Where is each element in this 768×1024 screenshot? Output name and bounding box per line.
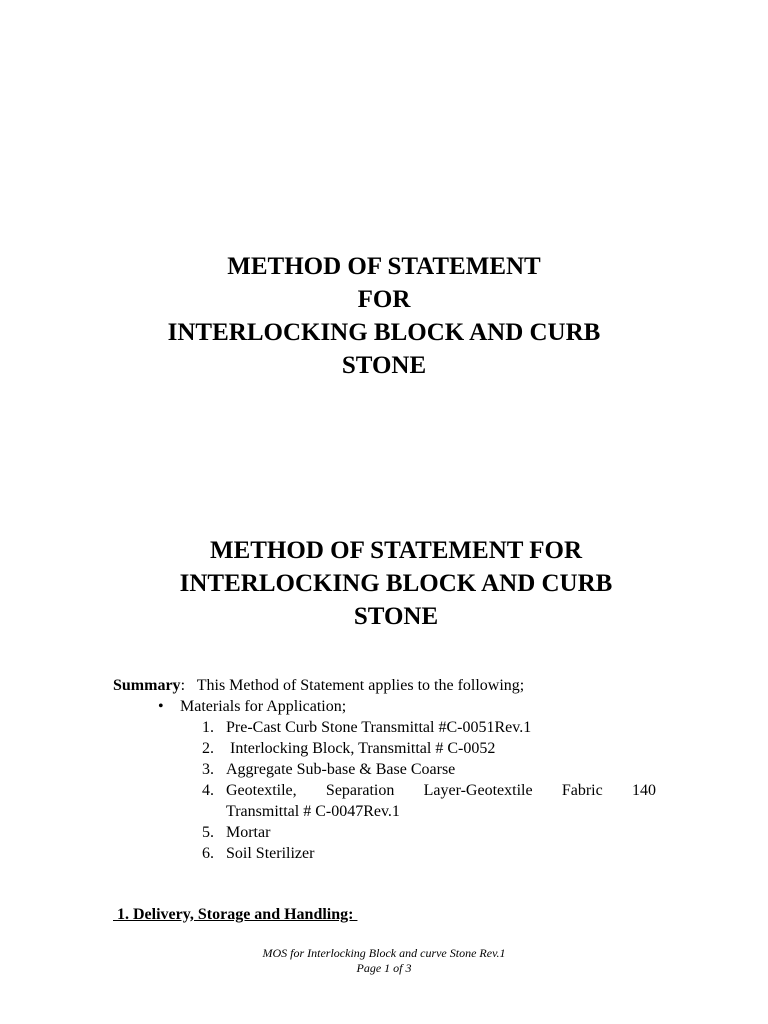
list-item-number: 5. [202, 824, 214, 841]
bullet-text: Materials for Application; [180, 698, 347, 715]
list-item [202, 738, 656, 759]
page-footer [0, 946, 768, 976]
list-item [202, 780, 656, 822]
list-item [202, 717, 656, 738]
list-item-text: Geotextile, Separation Layer-Geotextile Fabric 140 [226, 782, 656, 799]
footer-document-title: MOS for Interlocking Block and curve Stone Rev.1 [262, 946, 506, 960]
materials-list [202, 717, 656, 864]
summary-label: Summary [113, 677, 181, 694]
section-title-line-3: STONE [353, 603, 439, 630]
cover-title-line-4: STONE [341, 352, 427, 379]
list-item-text: Aggregate Sub-base & Base Coarse [226, 761, 456, 778]
list-item-number: 4. [202, 782, 214, 799]
list-item [202, 759, 656, 780]
list-item-text: Interlocking Block, Transmittal # C-0052 [226, 740, 496, 757]
summary-text: : This Method of Statement applies to the following; [180, 677, 525, 694]
list-item [202, 843, 656, 864]
footer-page-number: Page 1 of 3 [356, 961, 412, 975]
cover-title-line-3: INTERLOCKING BLOCK AND CURB [167, 319, 601, 346]
list-item [202, 822, 656, 843]
list-item-text-wrapper [226, 780, 656, 822]
section-title [12, 534, 768, 633]
list-item-number: 3. [202, 761, 214, 778]
list-item-number: 1. [202, 719, 214, 736]
cover-title-line-2: FOR [357, 286, 411, 313]
list-item-number: 2. [202, 740, 214, 757]
section-title-line-2: INTERLOCKING BLOCK AND CURB [179, 570, 613, 597]
list-item-text: Soil Sterilizer [226, 845, 315, 862]
cover-title [0, 250, 768, 382]
list-item-number: 6. [202, 845, 214, 862]
bullet-icon: • [158, 698, 164, 715]
section-heading-delivery: 1. Delivery, Storage and Handling: [113, 906, 358, 923]
list-item-text-continued: Transmittal # C-0047Rev.1 [226, 803, 400, 820]
list-item-text: Mortar [226, 824, 271, 841]
section-title-line-1: METHOD OF STATEMENT FOR [209, 537, 583, 564]
summary-paragraph [113, 675, 524, 696]
cover-title-line-1: METHOD OF STATEMENT [227, 253, 541, 280]
bullet-item [158, 696, 346, 717]
list-item-text: Pre-Cast Curb Stone Transmittal #C-0051Rev.1 [226, 719, 532, 736]
